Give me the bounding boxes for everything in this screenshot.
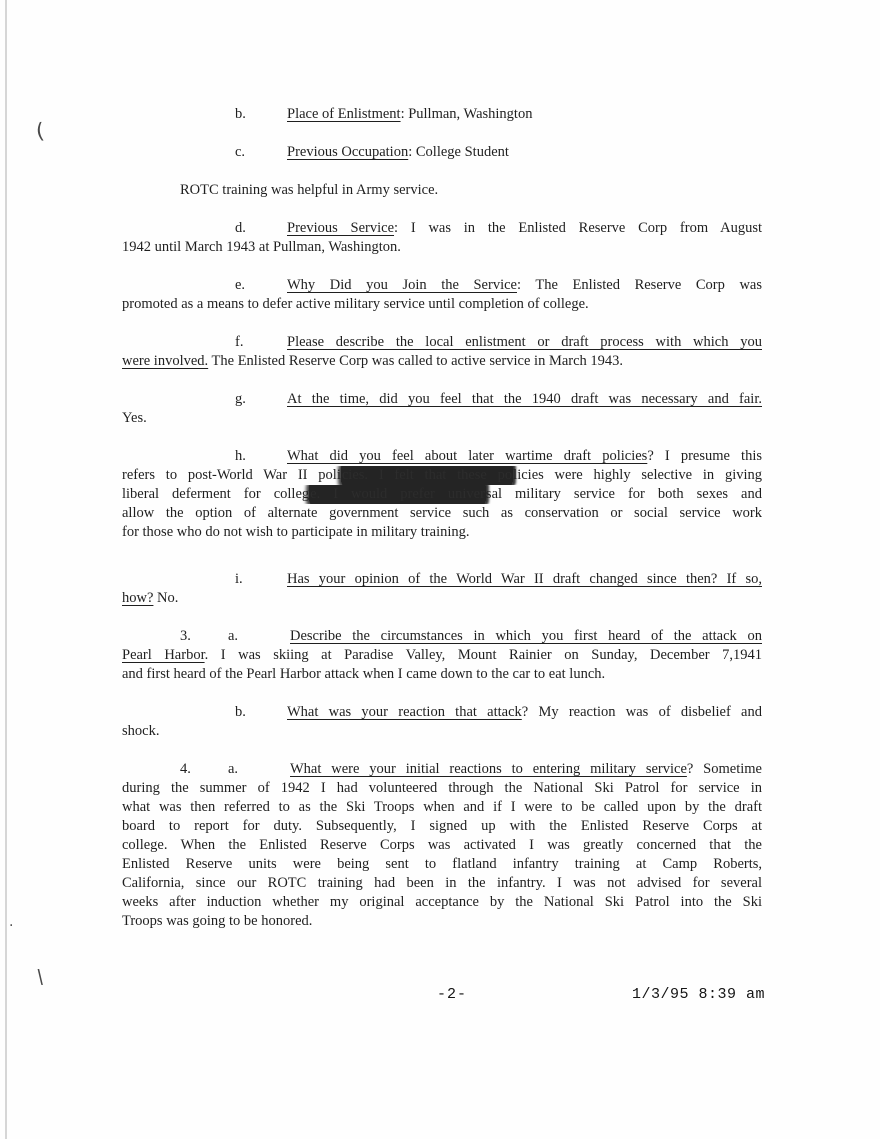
paragraph-item-3b	[122, 703, 762, 741]
redaction-mark: e. I would prefer univer	[309, 485, 486, 504]
text-line	[122, 627, 762, 646]
underlined-question-text: What did you feel about later wartime draft policies	[287, 448, 648, 464]
answer-text: ? My reaction was of disbelief and	[521, 704, 762, 720]
text-line	[122, 447, 762, 466]
margin-pen-mark: \	[36, 965, 45, 989]
text-line	[122, 703, 762, 722]
text-line	[122, 238, 762, 257]
redaction-mark: cies. I felt that these po	[341, 466, 513, 485]
item-label: d.	[235, 220, 246, 236]
text-line	[122, 836, 762, 855]
underlined-question-text: At the time, did you feel that the 1940 draft was necessary and fair.	[287, 391, 762, 407]
answer-text: The Enlisted Reserve Corp was called to active service in March 1943.	[208, 353, 624, 369]
item-sublabel: a.	[228, 761, 239, 777]
underlined-question-text: What was your reaction that attack	[287, 704, 522, 720]
text-line	[122, 817, 762, 836]
text-line	[122, 295, 762, 314]
answer-text: ? Sometime	[686, 761, 762, 777]
answer-text: what was then referred to as the Ski Troops when and if I were to be called upon by the draft	[122, 799, 762, 815]
paragraph-item-4a	[122, 760, 762, 931]
paragraph-item-c	[122, 143, 762, 162]
text-line	[122, 219, 762, 238]
underlined-question-text: Please describe the local enlistment or draft process with which you	[287, 334, 762, 350]
text-line	[122, 855, 762, 874]
text-line	[122, 893, 762, 912]
text-line	[122, 504, 762, 523]
answer-text: California, since our ROTC training had been in the infantry. I was not advised for several	[122, 875, 762, 891]
item-sublabel: a.	[228, 628, 239, 644]
underlined-question-text: Describe the circumstances in which you first heard of the attack on	[290, 628, 762, 644]
underlined-question-text: Previous Service	[287, 220, 395, 236]
print-timestamp: 1/3/95 8:39 am	[632, 986, 766, 1003]
paragraph-item-d	[122, 219, 762, 257]
text-line	[122, 181, 762, 200]
text-line	[122, 760, 762, 779]
answer-text: board to report for duty. Subsequently, I signed up with the Enlisted Reserve Corps at	[122, 818, 762, 834]
underlined-question-text: Why Did you Join the Service	[287, 277, 517, 293]
item-label: b.	[235, 106, 246, 122]
page-number: -2-	[437, 986, 468, 1003]
answer-text: : The Enlisted Reserve Corp was	[516, 277, 762, 293]
text-line	[122, 912, 762, 931]
answer-text: weeks after induction whether my original acceptance by the National Ski Patrol into the Ski	[122, 894, 762, 910]
text-line	[122, 523, 762, 542]
answer-text: No.	[153, 590, 179, 606]
underlined-question-text: Place of Enlistment	[287, 106, 401, 122]
text-line	[122, 143, 762, 162]
answer-text: . I was skiing at Paradise Valley, Mount Rainier on Sunday, December 7,1941	[204, 647, 762, 663]
paragraph-item-3a	[122, 627, 762, 684]
answer-text: refers to post-World War II poli	[122, 467, 341, 483]
text-line	[122, 333, 762, 352]
item-label: i.	[235, 571, 243, 587]
text-line	[122, 589, 762, 608]
document-body	[122, 105, 762, 950]
answer-text: : Pullman, Washington	[400, 106, 533, 122]
answer-text: : I was in the Enlisted Reserve Corp from August	[394, 220, 762, 236]
answer-text: shock.	[122, 723, 160, 739]
text-line	[122, 352, 762, 371]
text-line	[122, 646, 762, 665]
text-line	[122, 722, 762, 741]
answer-text: licies were highly selective in giving	[513, 467, 762, 483]
paragraph-item-i	[122, 570, 762, 608]
item-label: 4.	[180, 761, 191, 777]
item-label: f.	[235, 334, 244, 350]
underlined-question-text: What were your initial reactions to entering military service	[290, 761, 687, 777]
paragraph-item-e	[122, 276, 762, 314]
item-label: 3.	[180, 628, 191, 644]
text-line	[122, 276, 762, 295]
answer-text: liberal deferment for colleg	[122, 486, 310, 502]
margin-pen-mark: (	[34, 118, 46, 144]
text-line	[122, 665, 762, 684]
paragraph-item-g	[122, 390, 762, 428]
text-line	[122, 798, 762, 817]
text-line	[122, 779, 762, 798]
answer-text: sal military service for both sexes and	[485, 486, 762, 502]
underlined-question-text: Pearl Harbor	[122, 647, 205, 663]
text-line	[122, 874, 762, 893]
answer-text: college. When the Enlisted Reserve Corps was activated I was greatly concerned that the	[122, 837, 762, 853]
answer-text: Troops was going to be honored.	[122, 913, 313, 929]
paragraph-item-b	[122, 105, 762, 124]
answer-text: : College Student	[408, 144, 509, 160]
item-label: g.	[235, 391, 246, 407]
item-label: b.	[235, 704, 246, 720]
text-line	[122, 409, 762, 428]
paragraph-note-rotc	[122, 181, 762, 200]
answer-text: promoted as a means to defer active military service until completion of college.	[122, 296, 589, 312]
underlined-question-text: were involved.	[122, 353, 209, 369]
item-label: e.	[235, 277, 246, 293]
answer-text: Enlisted Reserve units were being sent to flatland infantry training at Camp Roberts,	[122, 856, 762, 872]
answer-text: and first heard of the Pearl Harbor attack when I came down to the car to eat lunch.	[122, 666, 606, 682]
answer-text: allow the option of alternate government service such as conservation or social service work	[122, 505, 762, 521]
text-line	[122, 570, 762, 589]
text-line	[122, 390, 762, 409]
paragraph-item-h	[122, 447, 762, 542]
text-line	[122, 485, 762, 504]
paragraph-item-f	[122, 333, 762, 371]
item-label: h.	[235, 448, 246, 464]
underlined-question-text: Has your opinion of the World War II draft changed since then? If so,	[287, 571, 762, 587]
scan-edge-line	[5, 0, 7, 1139]
answer-text: ? I presume this	[647, 448, 762, 464]
answer-text: 1942 until March 1943 at Pullman, Washington.	[122, 239, 401, 255]
text-line	[122, 105, 762, 124]
text-line	[122, 466, 762, 485]
margin-dot-mark: .	[9, 914, 14, 930]
answer-text: during the summer of 1942 I had volunteered through the National Ski Patrol for service in	[122, 780, 762, 796]
answer-text: for those who do not wish to participate in military training.	[122, 524, 470, 540]
underlined-question-text: how?	[122, 590, 154, 606]
answer-text: Yes.	[122, 410, 147, 426]
answer-text: ROTC training was helpful in Army service.	[180, 182, 439, 198]
item-label: c.	[235, 144, 246, 160]
underlined-question-text: Previous Occupation	[287, 144, 409, 160]
